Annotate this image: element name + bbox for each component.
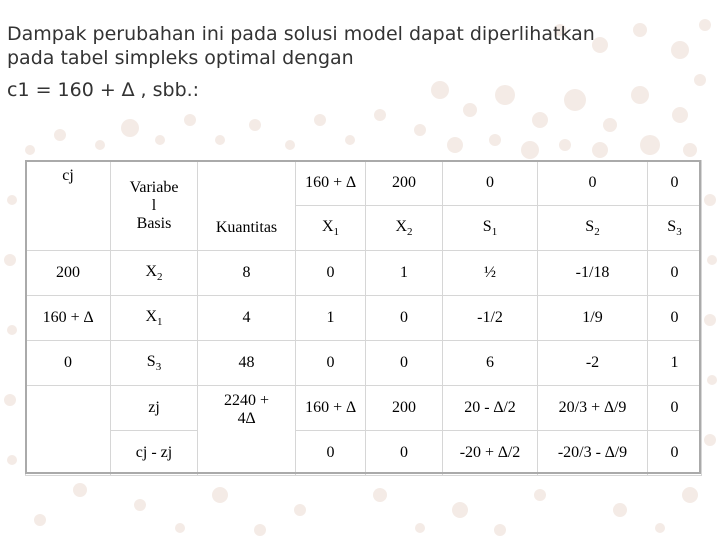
var-header-cell: $S_1$ <box>443 206 538 251</box>
table-row-zj <box>26 386 702 431</box>
zj-value: 0 <box>648 386 702 431</box>
row-value: -1/18 <box>538 251 648 296</box>
coef-cell: 200 <box>366 161 443 206</box>
row-value: 1/9 <box>538 296 648 341</box>
row-value: -1/2 <box>443 296 538 341</box>
coef-cell: 0 <box>443 161 538 206</box>
cjzj-value: -20/3 - ∆/9 <box>538 431 648 476</box>
row-basis: $X_2$ <box>111 251 198 296</box>
summary-cj-blank <box>26 386 111 476</box>
header-kuantitas: Kuantitas <box>198 206 296 251</box>
zj-qty <box>198 386 296 476</box>
zj-qty-line-1: 2240 + <box>223 392 270 409</box>
row-value: 1 <box>296 296 366 341</box>
zj-qty-line-2: 4∆ <box>237 410 256 427</box>
table-row-cj-zj <box>26 431 702 476</box>
simplex-optimal-table <box>25 160 702 476</box>
coef-cell: 160 + ∆ <box>296 161 366 206</box>
row-basis: $S_3$ <box>111 341 198 386</box>
coef-cell: 0 <box>538 161 648 206</box>
row-value: 0 <box>366 296 443 341</box>
var-header-cell: $S_2$ <box>538 206 648 251</box>
simplex-table-container <box>25 160 701 474</box>
coef-cell: 0 <box>648 161 702 206</box>
heading-line-3: c1 = 160 + ∆ , sbb.: <box>7 79 200 101</box>
cjzj-value: 0 <box>648 431 702 476</box>
table-row-s3 <box>26 341 702 386</box>
row-cj: 0 <box>26 341 111 386</box>
header-row-coefficients <box>26 161 702 206</box>
header-variabel-line-3: Basis <box>136 214 172 232</box>
row-qty: 8 <box>198 251 296 296</box>
header-variabel-line-1: Variabe <box>129 178 179 196</box>
row-cj: 160 + ∆ <box>26 296 111 341</box>
row-value: -2 <box>538 341 648 386</box>
zj-value: 20/3 + ∆/9 <box>538 386 648 431</box>
row-cj: 200 <box>26 251 111 296</box>
header-cj: cj <box>26 161 111 251</box>
row-value: 1 <box>648 341 702 386</box>
zj-value: 160 + ∆ <box>296 386 366 431</box>
zj-value: 200 <box>366 386 443 431</box>
var-header-cell: $X_2$ <box>366 206 443 251</box>
header-variabel-basis <box>111 161 198 251</box>
table-row-x1 <box>26 296 702 341</box>
header-variabel-line-2: l <box>151 196 157 214</box>
heading-line-1: Dampak perubahan ini pada solusi model dapat diperlihatkan <box>7 23 595 45</box>
row-value: ½ <box>443 251 538 296</box>
row-value: 0 <box>648 296 702 341</box>
row-label-zj: zj <box>111 386 198 431</box>
row-qty: 4 <box>198 296 296 341</box>
cjzj-value: 0 <box>366 431 443 476</box>
cjzj-value: 0 <box>296 431 366 476</box>
header-blank <box>198 161 296 206</box>
zj-value: 20 - ∆/2 <box>443 386 538 431</box>
row-value: 0 <box>648 251 702 296</box>
page-heading <box>7 22 707 102</box>
cjzj-value: -20 + ∆/2 <box>443 431 538 476</box>
row-value: 1 <box>366 251 443 296</box>
row-value: 0 <box>366 341 443 386</box>
row-label-cj-zj: cj - zj <box>111 431 198 476</box>
table-row-x2 <box>26 251 702 296</box>
row-value: 6 <box>443 341 538 386</box>
row-value: 0 <box>296 251 366 296</box>
var-header-cell: $X_1$ <box>296 206 366 251</box>
row-basis: $X_1$ <box>111 296 198 341</box>
var-header-cell: $S_3$ <box>648 206 702 251</box>
heading-line-2: pada tabel simpleks optimal dengan <box>7 47 354 69</box>
row-qty: 48 <box>198 341 296 386</box>
row-value: 0 <box>296 341 366 386</box>
